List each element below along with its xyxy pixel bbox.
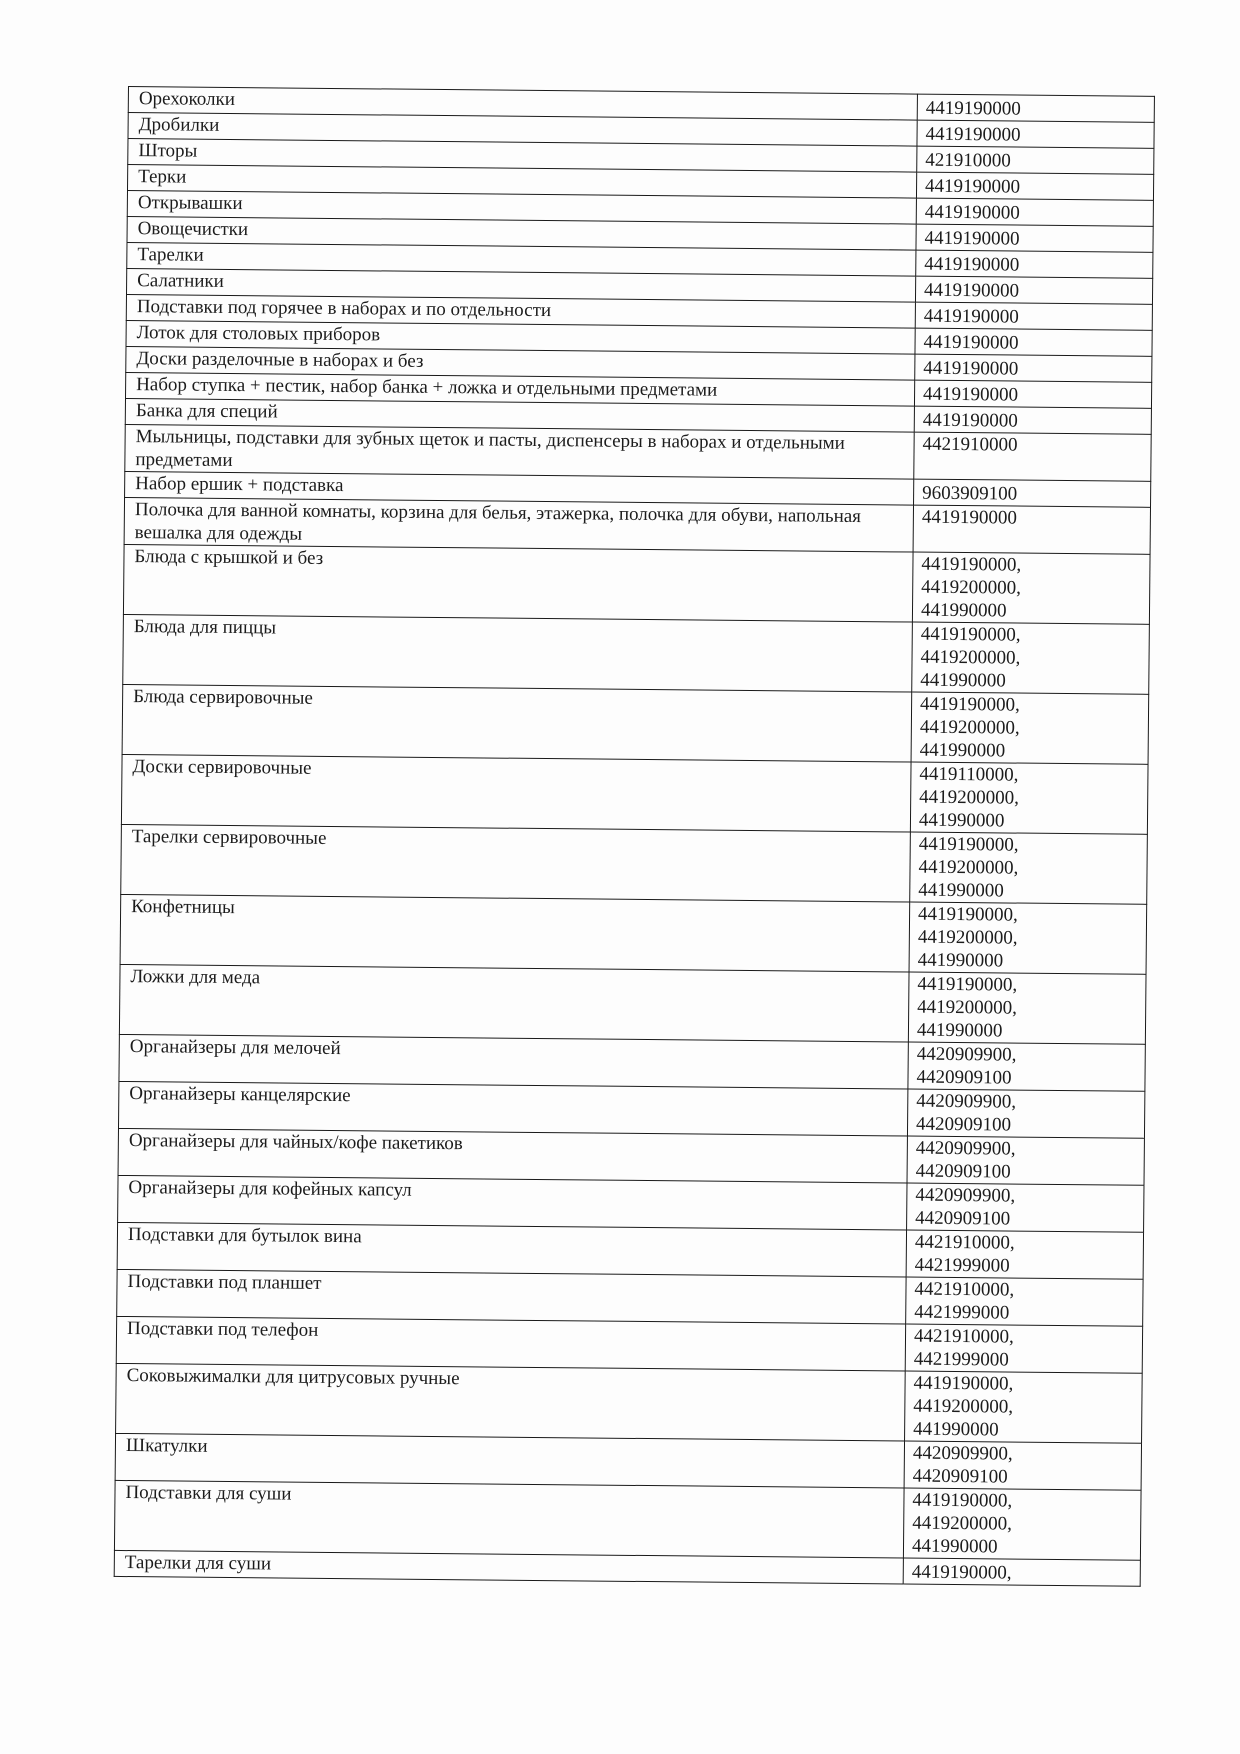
hs-code: 4419190000 xyxy=(925,123,1021,146)
product-name-cell: Дробилки xyxy=(128,113,917,147)
hs-code: 441990000 xyxy=(913,1418,999,1441)
table-body xyxy=(114,87,1154,1587)
hs-code: 4420909900, xyxy=(915,1184,1016,1207)
product-name-cell: Тарелки сервировочные xyxy=(121,824,911,902)
hs-code: 4419190000 xyxy=(924,253,1020,276)
hs-code: 4421910000, xyxy=(914,1231,1015,1254)
hs-code-cell xyxy=(916,250,1153,278)
hs-code: 4419190000 xyxy=(923,357,1019,380)
table-row xyxy=(120,894,1147,974)
hs-code: 441990000 xyxy=(916,1019,1003,1042)
product-name-cell: Салатники xyxy=(126,268,915,302)
hs-code: 4421910000 xyxy=(922,433,1018,456)
product-name-cell: Ложки для меда xyxy=(119,964,909,1042)
product-name-cell: Набор ершик + подставка xyxy=(125,471,914,505)
hs-code: 4419190000, xyxy=(913,1372,1014,1395)
hs-code: 4419190000 xyxy=(924,175,1021,198)
table-row xyxy=(123,614,1150,694)
hs-code-cell xyxy=(903,1488,1141,1560)
product-name-cell: Шторы xyxy=(128,139,917,173)
hs-code: 4420909100 xyxy=(915,1113,1012,1136)
hs-code: 4419200000, xyxy=(912,1512,1013,1535)
hs-code-cell xyxy=(917,120,1154,148)
hs-code: 4420909100 xyxy=(915,1160,1011,1183)
hs-code: 4419190000, xyxy=(917,903,1018,926)
hs-code: 4419190000 xyxy=(925,97,1021,120)
hs-code-cell xyxy=(910,762,1148,834)
hs-code-cell xyxy=(909,902,1147,974)
table-row xyxy=(122,684,1149,764)
product-name-cell: Орехоколки xyxy=(128,87,917,121)
hs-code-cell xyxy=(907,1136,1144,1185)
product-name-cell: Тарелки xyxy=(127,242,916,276)
hs-code-cell xyxy=(906,1277,1143,1326)
hs-code-cell xyxy=(917,94,1154,122)
hs-code: 441990000 xyxy=(920,599,1007,622)
hs-code: 4419190000 xyxy=(921,506,1017,529)
product-name-cell: Доски разделочные в наборах и без xyxy=(126,346,915,380)
hs-code: 4419190000 xyxy=(923,305,1019,328)
hs-code: 4419190000, xyxy=(921,553,1022,576)
product-name-cell: Открывашки xyxy=(127,190,916,224)
product-name-cell: Соковыжималки для цитрусовых ручные xyxy=(116,1363,906,1441)
hs-code: 4420909100 xyxy=(915,1207,1011,1230)
product-name-cell: Овощечистки xyxy=(127,216,916,250)
hs-code-cell xyxy=(910,832,1148,904)
hs-code-cell xyxy=(905,1371,1143,1443)
hs-code-cell xyxy=(914,432,1151,481)
hs-code-cell xyxy=(915,276,1152,304)
product-name-cell: Подставки для бутылок вина xyxy=(117,1222,906,1277)
hs-code: 441990000 xyxy=(920,669,1006,692)
product-name-cell: Органайзеры канцелярские xyxy=(118,1081,907,1136)
hs-code: 4420909900, xyxy=(916,1090,1017,1113)
hs-code: 4419190000, xyxy=(920,623,1021,646)
product-name-cell: Полочка для ванной комнаты, корзина для белья, этажерка, полочка для обуви, напольная вешалка для одежды xyxy=(124,497,913,552)
table-row xyxy=(114,1480,1141,1560)
hs-code: 4421999000 xyxy=(914,1254,1010,1277)
hs-code-cell xyxy=(912,552,1150,624)
hs-code: 441990000 xyxy=(917,949,1004,972)
product-name-cell: Подставки под телефон xyxy=(116,1316,905,1371)
hs-code: 4421999000 xyxy=(913,1348,1009,1371)
hs-code: 4420909900, xyxy=(916,1043,1017,1066)
product-codes-table-wrapper xyxy=(114,86,1136,1587)
hs-code: 4419200000, xyxy=(919,786,1020,809)
hs-code: 4421999000 xyxy=(914,1301,1010,1324)
hs-code: 441990000 xyxy=(911,1535,998,1558)
hs-code-cell xyxy=(904,1441,1141,1490)
product-name-cell: Шкатулки xyxy=(115,1433,904,1488)
hs-code: 421910000 xyxy=(925,149,1011,172)
product-name-cell: Конфетницы xyxy=(120,894,910,972)
hs-code-cell xyxy=(915,354,1152,382)
hs-code: 4419190000 xyxy=(922,409,1018,432)
hs-code-cell xyxy=(916,224,1153,252)
hs-code-cell xyxy=(905,1324,1142,1373)
hs-code: 4420909100 xyxy=(912,1465,1008,1488)
hs-code-cell xyxy=(917,146,1154,174)
hs-code: 441990000 xyxy=(918,809,1005,832)
hs-code: 4419200000, xyxy=(917,996,1018,1019)
hs-code-cell xyxy=(908,1042,1145,1091)
product-name-cell: Терки xyxy=(127,165,916,199)
hs-code: 441990000 xyxy=(919,739,1006,762)
product-name-cell: Набор ступка + пестик, набор банка + ложка и отдельными предметами xyxy=(126,372,915,406)
hs-code: 4419110000, xyxy=(919,763,1019,786)
product-name-cell: Блюда с крышкой и без xyxy=(123,544,913,622)
hs-code: 4419200000, xyxy=(921,576,1022,599)
hs-code-cell xyxy=(907,1183,1144,1232)
hs-code: 4419200000, xyxy=(920,646,1021,669)
hs-code: 4420909900, xyxy=(912,1442,1013,1465)
table-row xyxy=(116,1363,1143,1443)
product-name-cell: Блюда сервировочные xyxy=(122,684,912,762)
hs-code: 4419200000, xyxy=(919,716,1020,739)
hs-code: 4421910000, xyxy=(913,1325,1014,1348)
hs-code: 4419190000, xyxy=(920,693,1020,716)
hs-code: 4419190000 xyxy=(924,201,1020,224)
hs-code-cell xyxy=(908,972,1146,1044)
product-name-cell: Подставки под планшет xyxy=(117,1269,906,1324)
hs-code: 4419190000, xyxy=(917,973,1018,996)
table-row xyxy=(123,544,1150,624)
hs-code-cell xyxy=(913,505,1150,554)
hs-code-cell xyxy=(915,302,1152,330)
hs-code: 4419200000, xyxy=(913,1395,1014,1418)
table-row xyxy=(121,754,1148,834)
hs-code: 441990000 xyxy=(918,879,1004,902)
product-name-cell: Органайзеры для кофейных капсул xyxy=(118,1175,907,1230)
product-name-cell: Тарелки для суши xyxy=(114,1550,903,1584)
product-name-cell: Мыльницы, подставки для зубных щеток и пасты, диспенсеры в наборах и отдельными предметами xyxy=(125,424,914,479)
hs-code-cell xyxy=(903,1558,1140,1586)
hs-code-cell xyxy=(912,622,1150,694)
hs-code: 9603909100 xyxy=(922,482,1018,505)
hs-code: 4420909100 xyxy=(916,1066,1012,1089)
hs-code: 4419200000, xyxy=(917,926,1018,949)
hs-code-cell xyxy=(914,380,1151,408)
hs-code-cell xyxy=(914,479,1151,507)
table-row xyxy=(121,824,1148,904)
hs-code: 4419190000 xyxy=(923,331,1019,354)
product-name-cell: Подставки под горячее в наборах и по отдельности xyxy=(126,294,915,328)
product-name-cell: Доски сервировочные xyxy=(121,754,911,832)
hs-code: 4419190000, xyxy=(912,1489,1013,1512)
product-name-cell: Подставки для суши xyxy=(114,1480,904,1558)
hs-code-cell xyxy=(911,692,1149,764)
hs-code: 4419190000 xyxy=(924,227,1020,250)
table-row xyxy=(119,964,1146,1044)
hs-code: 4419190000 xyxy=(922,383,1019,406)
hs-code: 4419190000, xyxy=(918,833,1019,856)
product-name-cell: Органайзеры для мелочей xyxy=(119,1034,908,1089)
product-name-cell: Лоток для столовых приборов xyxy=(126,320,915,354)
hs-code: 4420909900, xyxy=(915,1137,1016,1160)
hs-code: 4421910000, xyxy=(914,1278,1015,1301)
hs-code: 4419190000 xyxy=(923,279,1020,302)
hs-code-cell xyxy=(906,1230,1143,1279)
product-name-cell: Органайзеры для чайных/кофе пакетиков xyxy=(118,1128,907,1183)
hs-code-cell xyxy=(914,406,1151,434)
hs-code: 4419200000, xyxy=(918,856,1019,879)
product-codes-table xyxy=(114,86,1155,1587)
product-name-cell: Блюда для пиццы xyxy=(123,614,913,692)
hs-code: 4419190000, xyxy=(911,1561,1012,1584)
hs-code-cell xyxy=(916,198,1153,226)
hs-code-cell xyxy=(907,1089,1144,1138)
hs-code-cell xyxy=(916,172,1153,200)
hs-code-cell xyxy=(915,328,1152,356)
product-name-cell: Банка для специй xyxy=(125,398,914,432)
